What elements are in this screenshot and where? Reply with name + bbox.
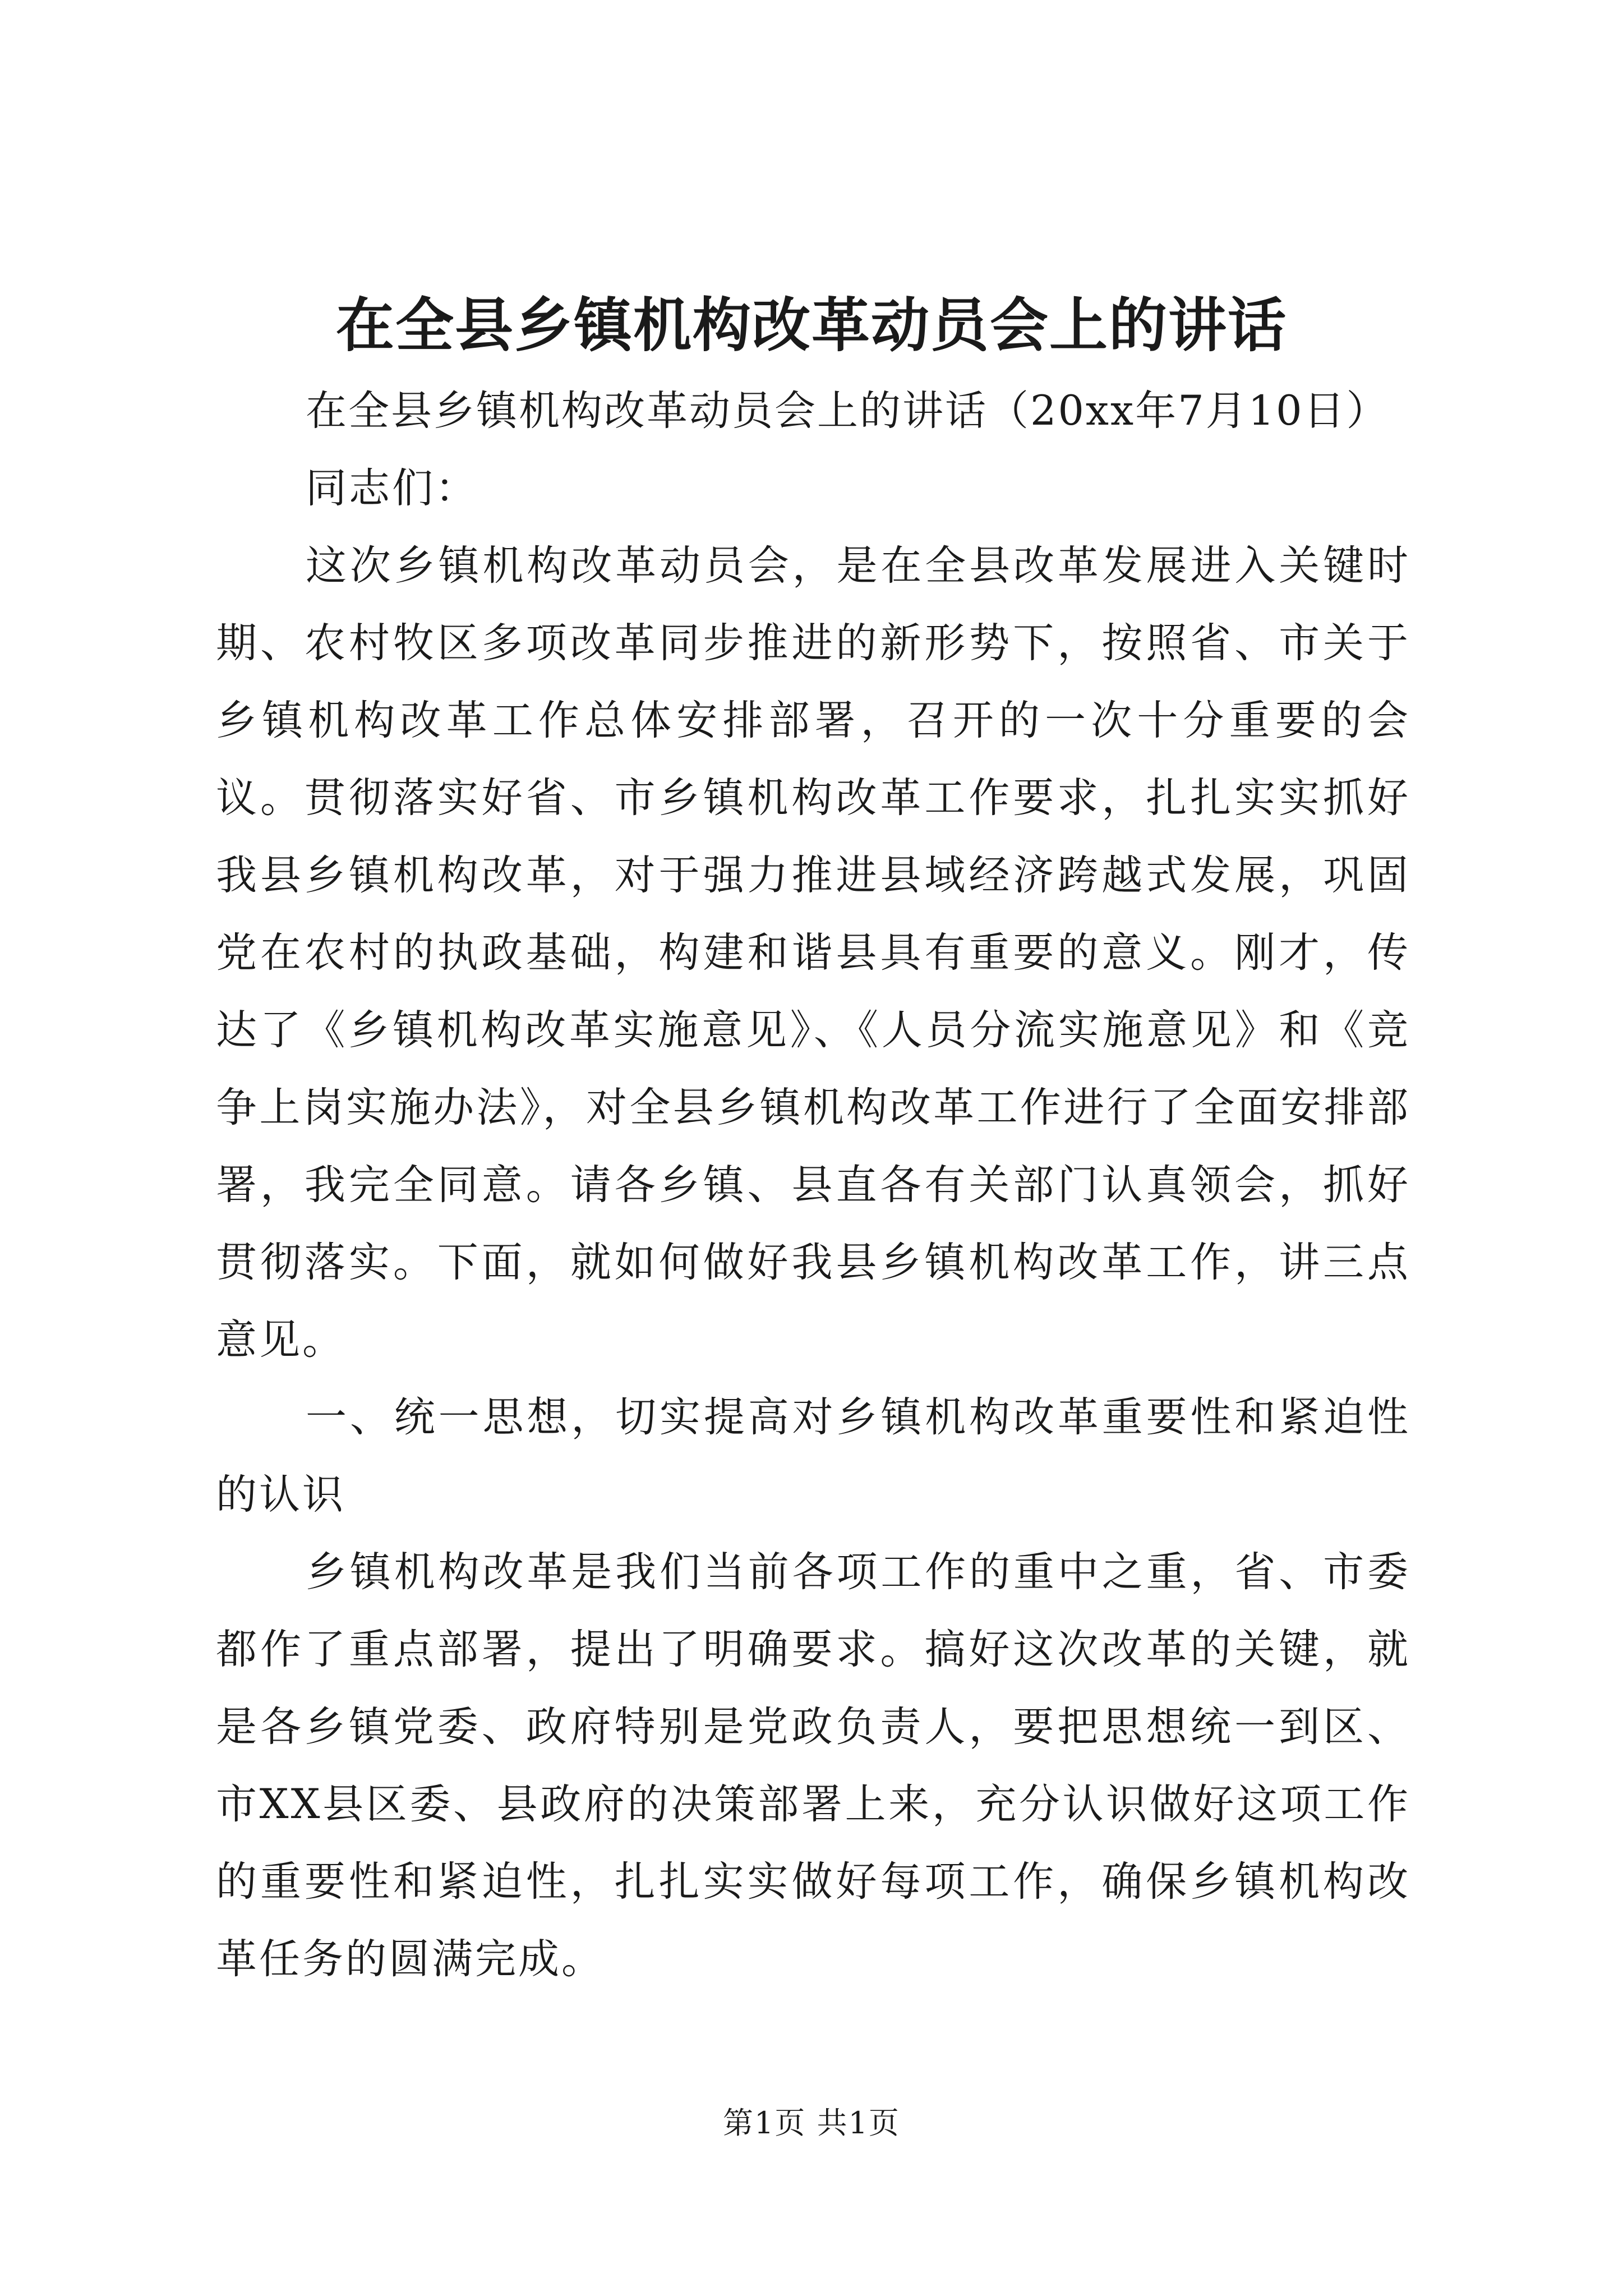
salutation: 同志们： [306,464,478,512]
page-number-footer: 第1页 共1页 [723,2105,900,2141]
body-paragraph-section-1: 乡镇机构改革是我们当前各项工作的重中之重，省、市委都作了重点部署，提出了明确要求。搞好这次改革的关键，就是各乡镇党委、政府特别是党政负责人，要把思想统一到区、市XX县区委、县政府的决策部署上来，充分认识做好这项工作的重要性和紧迫性，扎扎实实做好每项工作，确保乡镇机构改革任务的圆满完成。 [216,1548,1410,1983]
document-body [216,372,1410,1998]
body-paragraph-intro: 这次乡镇机构改革动员会，是在全县改革发展进入关键时期、农村牧区多项改革同步推进的新形势下，按照省、市关于乡镇机构改革工作总体安排部署，召开的一次十分重要的会议。贯彻落实好省、市乡镇机构改革工作要求，扎扎实实抓好我县乡镇机构改革，对于强力推进县域经济跨越式发展，巩固党在农村的执政基础，构建和谐县具有重要的意义。刚才，传达了《乡镇机构改革实施意见》、《人员分流实施意见》和《竞争上岗实施办法》，对全县乡镇机构改革工作进行了全面安排部署，我完全同意。请各乡镇、县直各有关部门认真领会，抓好贯彻落实。下面，就如何做好我县乡镇机构改革工作，讲三点意见。 [216,542,1410,1364]
section-heading-1: 一、统一思想，切实提高对乡镇机构改革重要性和紧迫性的认识 [216,1393,1410,1519]
speech-subtitle: 在全县乡镇机构改革动员会上的讲话（20xx年7月10日） [306,387,1389,435]
document-title: 在全县乡镇机构改革动员会上的讲话 [335,291,1287,360]
